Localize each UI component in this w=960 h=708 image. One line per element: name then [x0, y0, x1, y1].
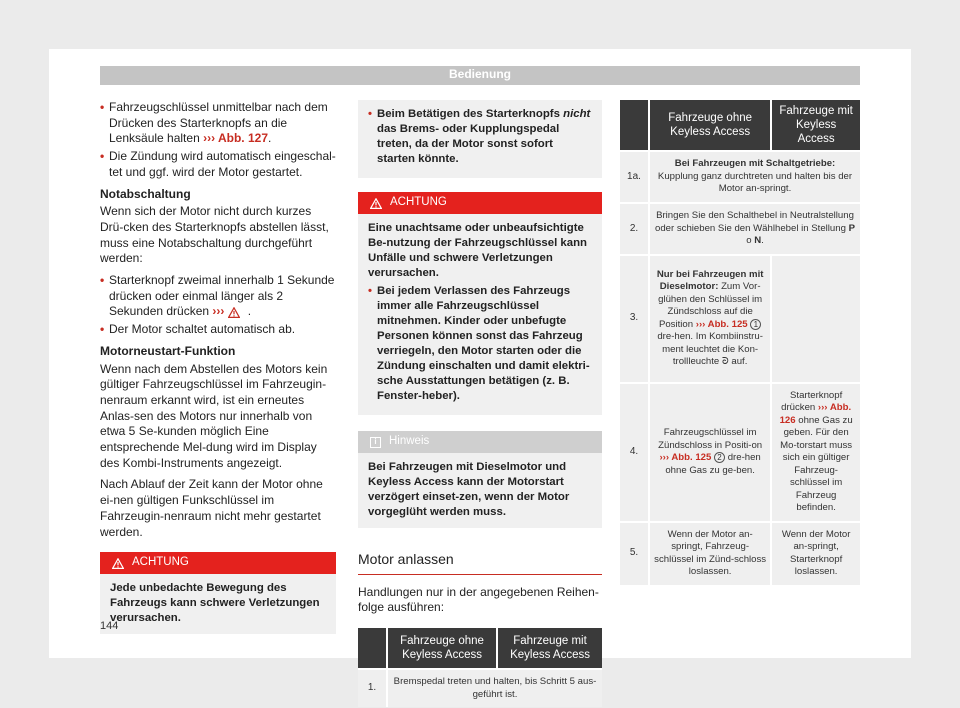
hint-label: Hinweis [389, 435, 430, 448]
gear-position-p: P [848, 222, 856, 234]
cell-text: Fahrzeugschlüssel im Zündschloss in Positi-on [658, 427, 763, 451]
list-item [368, 107, 594, 167]
cell-text: auf. [731, 356, 748, 367]
cell-text: Kupplung ganz durchtreten und halten bis der Motor an-springt. [657, 170, 853, 195]
cell-bold-text: Bei Fahrzeugen mit Schaltgetriebe: [674, 158, 836, 170]
figure-reference-link[interactable]: ››› Abb. 125 [659, 452, 712, 463]
table-cell: Bremspedal treten und halten, bis Schritt 5 aus-geführt ist. [386, 668, 602, 707]
notabschaltung-heading: Notabschaltung [100, 186, 191, 201]
table-header-row [358, 628, 602, 668]
warning-continuation-box [358, 100, 602, 178]
emphasis-text: nicht [563, 108, 591, 120]
table-row [358, 668, 602, 707]
step-number: 4. [620, 382, 648, 521]
column-left [100, 100, 336, 634]
table-header-row [620, 100, 860, 150]
table-header-cell: Fahrzeuge ohne Keyless Access [386, 628, 496, 668]
warning-continuation-body [358, 100, 602, 178]
steps-table [358, 628, 602, 707]
table-cell: Wenn der Motor an-springt, Fahrzeug-schlüssel im Zünd-schloss loslassen. [648, 521, 770, 585]
warning-reference-link[interactable]: ››› [212, 304, 225, 319]
list-item: • Starterknopf zweimal innerhalb 1 Sekunde drücken oder einmal länger als 2 Sekunden drücken ››› . [100, 273, 336, 320]
cell-text: Bringen Sie den Schalthebel in Neutralstellung oder schieben Sie den Wählhebel in Stellung [654, 210, 854, 234]
warning-triangle-icon [112, 558, 124, 569]
table-cell [648, 382, 770, 521]
table-cell [648, 254, 770, 382]
table-row [620, 254, 860, 382]
warning-box [100, 552, 336, 634]
table-cell: Bringen Sie den Schalthebel in Neutralstellung oder schieben Sie den Wählhebel in Stellung P o N. [648, 202, 860, 254]
warning-box-header [100, 552, 336, 574]
warning-label: ACHTUNG [390, 196, 447, 209]
column-right [620, 100, 860, 585]
punctuation: . [268, 131, 272, 146]
table-row [620, 202, 860, 254]
table-cell: Wenn der Motor an-springt, Starterknopf loslassen. [770, 521, 860, 585]
section-title: Motor anlassen [358, 552, 602, 575]
list-item: • Bei jedem Verlassen des Fahrzeugs immer alle Fahrzeugschlüssel mitnehmen. Kinder oder unbefugte Personen können sonst das Fahrzeug verriegeln, den Motor starten oder die Zündung einschalten und damit elektri-sche Ausstattungen betätigen (z. B. Fenster-heber). [368, 284, 594, 404]
position-number-badge: 1 [750, 319, 761, 330]
page-number: 144 [100, 620, 119, 632]
step-number: 1a. [620, 150, 648, 202]
table-header-cell: Fahrzeuge ohne Keyless Access [648, 100, 770, 150]
figure-reference-link[interactable]: ››› Abb. 127 [203, 131, 268, 146]
step-number: 2. [620, 202, 648, 254]
steps-table-continued [620, 100, 860, 585]
notabschaltung-paragraph: Wenn sich der Motor nicht durch kurzes Drü-cken des Starterknopfs abstellen lässt, muss eine Notabschaltung durchgeführt werden: [100, 204, 329, 266]
table-header-cell-blank [620, 100, 648, 150]
figure-reference-link[interactable]: ››› Abb. 126 [779, 402, 852, 426]
section-intro: Handlungen nur in der angegebenen Reihen-folge ausführen: [358, 584, 599, 615]
table-row [620, 150, 860, 202]
warning-triangle-icon [370, 198, 382, 209]
step-number: 3. [620, 254, 648, 382]
cell-text: dre-hen. Im Kombiinstru-ment leuchtet die Kon-trollleuchte [657, 331, 763, 367]
warning-label: ACHTUNG [132, 556, 189, 569]
table-cell [648, 150, 860, 202]
glow-plug-icon: ᘐ [721, 356, 729, 367]
step-number: 5. [620, 521, 648, 585]
cell-bold-text: Nur bei Fahrzeugen mit Dieselmotor: [656, 268, 764, 292]
list-item-text: Beim Betätigen des Starterknopfs [377, 108, 560, 120]
cell-text: dre-hen ohne Gas zu ge-ben. [665, 452, 761, 476]
column-middle [358, 100, 602, 707]
table-cell [770, 382, 860, 521]
table-header-cell: Fahrzeuge mit Keyless Access [496, 628, 602, 668]
list-item: • Der Motor schaltet automatisch ab. [100, 322, 336, 338]
list-item-text: das Brems- oder Kupplungspedal treten, da der Motor sonst sofort starten könnte. [377, 123, 560, 165]
page-header-title: Bedienung [449, 67, 511, 81]
hint-box-header [358, 431, 602, 453]
hint-box [358, 431, 602, 528]
warning-text: Eine unachtsame oder unbeaufsichtigte Be-nutzung der Fahrzeugschlüssel kann Unfälle und schwere Verletzungen verursachen. [368, 222, 587, 279]
cell-text: o [746, 235, 752, 246]
step-number: 1. [358, 668, 386, 707]
table-row [620, 382, 860, 521]
info-icon: i [370, 437, 381, 448]
warning-text: Jede unbedachte Bewegung des Fahrzeugs kann schwere Verletzungen verursachen. [110, 582, 320, 625]
list-item [100, 100, 336, 147]
gear-position-n: N [754, 235, 762, 246]
warning-triangle-icon [228, 307, 240, 318]
motorneustart-heading: Motorneustart-Funktion [100, 343, 236, 358]
motorneustart-paragraph-2: Nach Ablauf der Zeit kann der Motor ohne ei-nen gültigen Funkschlüssel im Fahrzeugin-nenraum nicht mehr gestartet werden. [100, 477, 323, 539]
table-cell-empty [770, 254, 860, 382]
warning-box [358, 192, 602, 415]
cell-text: Starterknopf drücken [781, 389, 843, 413]
warning-body [358, 214, 602, 415]
list-item-text: Fahrzeugschlüssel unmittelbar nach dem Drücken des Starterknopfs an die Lenksäule halten [109, 100, 328, 146]
list-item-text: Starterknopf zweimal innerhalb 1 Sekunde drücken oder einmal länger als 2 Sekunden drücken [109, 273, 335, 319]
warning-box-header [358, 192, 602, 214]
cell-text: Zum Vor-glühen den Schlüssel im Zündschloss auf die Position [658, 281, 763, 330]
hint-text: Bei Fahrzeugen mit Dieselmotor und Keyless Access kann der Motorstart verzögert einset-zen, wenn der Motor vorgeglüht werden muss. [368, 461, 570, 518]
position-number-badge: 2 [714, 452, 725, 463]
table-header-cell-blank [358, 628, 386, 668]
table-row [620, 521, 860, 585]
cell-text: ohne Gas zu geben. Für den Mo-torstart muss sich ein gültiger Fahrzeug-schlüssel im Fahrzeug befinden. [780, 414, 853, 513]
table-header-cell: Fahrzeuge mit Keyless Access [770, 100, 860, 150]
motorneustart-paragraph: Wenn nach dem Abstellen des Motors kein gültiger Fahrzeugschlüssel im Fahrzeugin-nenraum erkannt wird, ist ein erneutes Anlas-sen des Motors nur innerhalb von etwa 5 Se-kunden möglich Eine entsprechende Mel-dung wird im Display des Kombi-Instruments angezeigt. [100, 361, 328, 470]
list-item: • Die Zündung wird automatisch eingeschal-tet und ggf. wird der Motor gestartet. [100, 149, 336, 180]
figure-reference-link[interactable]: ››› Abb. 125 [695, 318, 748, 330]
